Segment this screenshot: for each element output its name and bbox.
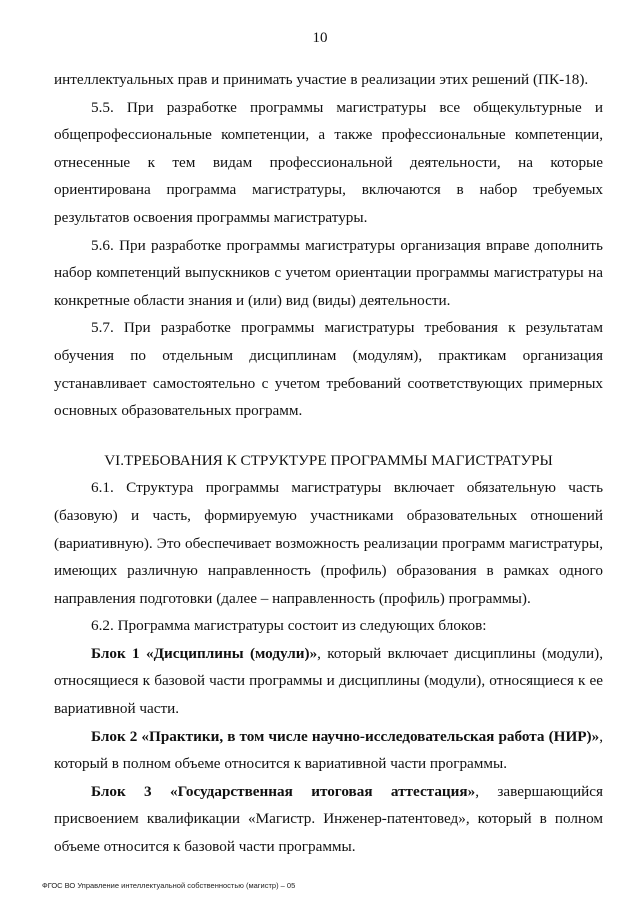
page-number: 10 <box>312 30 328 46</box>
paragraph-block-2 <box>54 723 603 778</box>
block-3-title: Блок 3 «Государственная итоговая аттестация» <box>91 782 476 800</box>
paragraph-5-6: 5.6. При разработке программы магистратуры организация вправе дополнить набор компетенций выпускников с учетом ориентации программы магистратуры на конкретные области знания и (или) вид (виды) деятельности. <box>54 236 603 309</box>
document-body <box>54 66 603 861</box>
block-2-title: Блок 2 «Практики, в том числе научно-исследовательская работа (НИР)» <box>91 727 600 745</box>
paragraph-5-7: 5.7. При разработке программы магистратуры требования к результатам обучения по отдельным дисциплинам (модулям), практикам организация устанавливает самостоятельно с учетом требований соответствующих примерных основных образовательных программ. <box>54 319 603 420</box>
paragraph-block-1 <box>54 640 603 723</box>
paragraph-5-5: 5.5. При разработке программы магистратуры все общекультурные и общепрофессиональные компетенции, а также профессиональные компетенции, отнесенные к тем видам профессиональной деятельности, на которые ориентирована программа магистратуры, включаются в набор требуемых результатов освоения программы магистратуры. <box>54 98 603 226</box>
block-3-text: , завершающийся присвоением квалификации «Магистр. Инженер-патентовед», который в полном объеме относится к базовой части программы. <box>54 782 603 856</box>
section-heading: VI.ТРЕБОВАНИЯ К СТРУКТУРЕ ПРОГРАММЫ МАГИСТРАТУРЫ <box>104 451 553 469</box>
paragraph-6-1: 6.1. Структура программы магистратуры включает обязательную часть (базовую) и часть, формируемую участниками образовательных отношений (вариативную). Это обеспечивает возможность реализации программ магистратуры, имеющих различную направленность (профиль) образования в рамках одного направления подготовки (далее – направленность (профиль) программы). <box>54 479 603 607</box>
paragraph-continuation: интеллектуальных прав и принимать участие в реализации этих решений (ПК-18). <box>54 71 589 88</box>
paragraph-6-2: 6.2. Программа магистратуры состоит из следующих блоков: <box>91 617 487 635</box>
paragraph-block-3 <box>54 778 603 861</box>
block-1-title: Блок 1 «Дисциплины (модули)» <box>91 644 318 662</box>
block-2-text: , который в полном объеме относится к вариативной части программы. <box>54 727 603 773</box>
block-1-text: , который включает дисциплины (модули), относящиеся к базовой части программы и дисциплины (модули), относящиеся к ее вариативной части. <box>54 644 603 718</box>
page-footer: ФГОС ВО Управление интеллектуальной собственностью (магистр) – 05 <box>42 881 296 890</box>
